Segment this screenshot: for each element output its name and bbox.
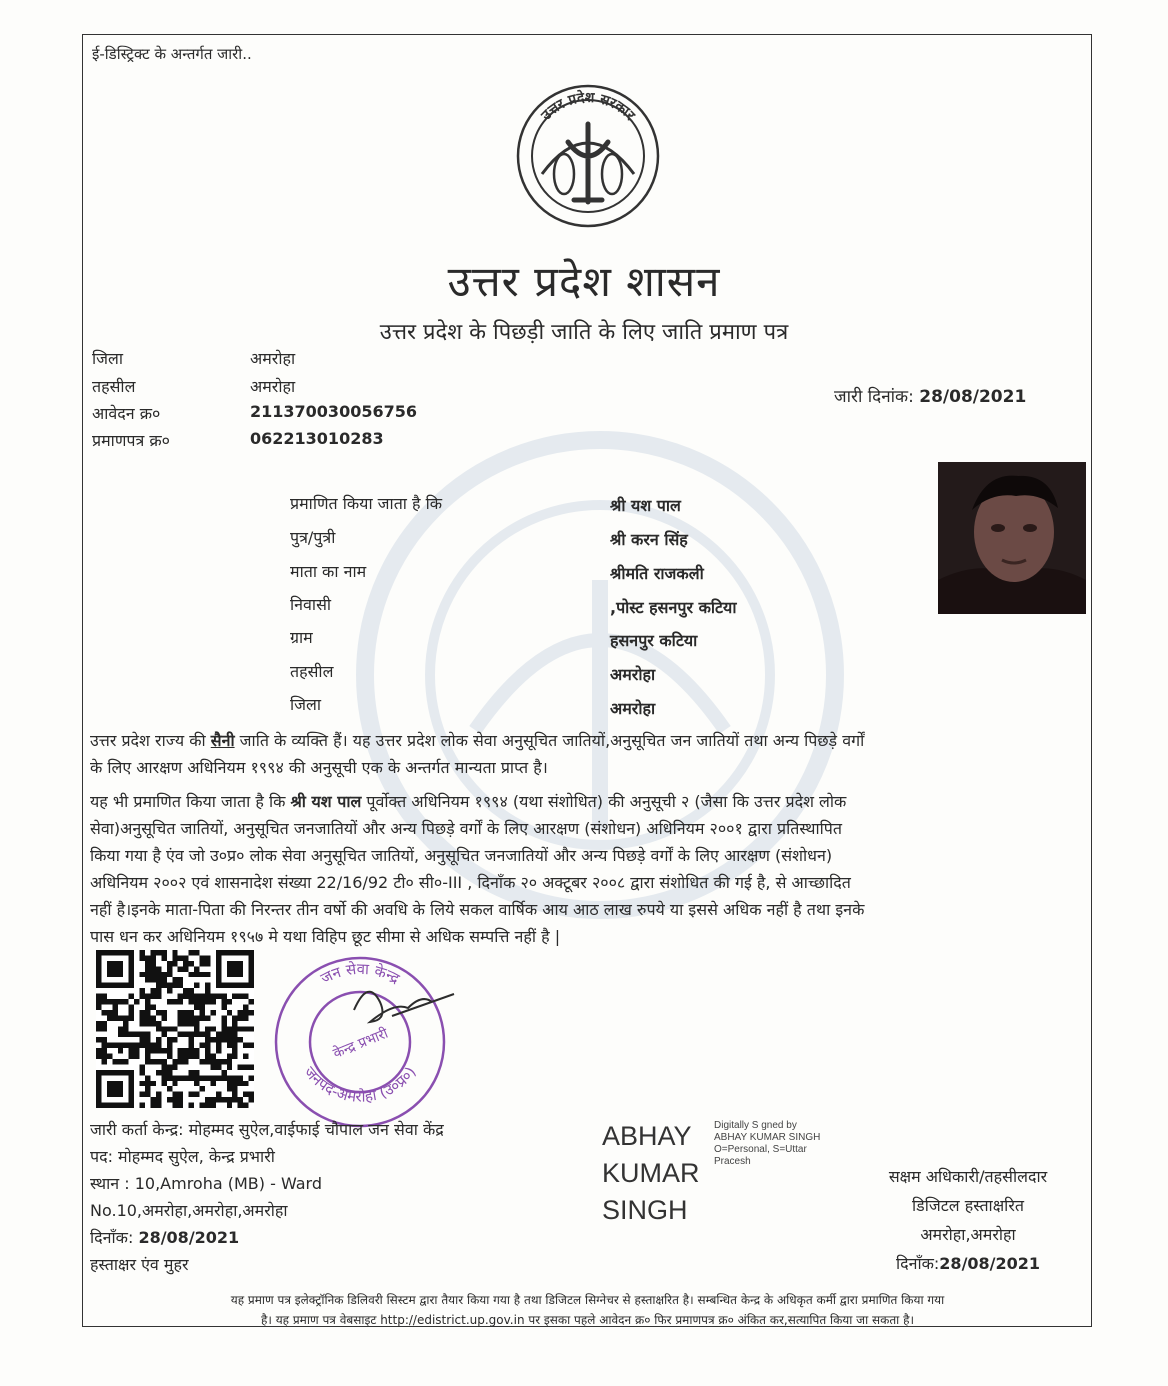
issuing-center-info <box>90 1116 444 1278</box>
district-label: जिला <box>92 349 124 368</box>
center-incharge-seal <box>272 950 457 1130</box>
application-label: आवेदन क्र० <box>92 404 161 423</box>
certified-person-name: श्री यश पाल <box>290 792 362 811</box>
competent-authority <box>858 1162 1078 1278</box>
issuer-place-line-1: स्थान : 10,Amroha (MB) - Ward <box>90 1174 323 1193</box>
issue-date-value: 28/08/2021 <box>919 387 1027 407</box>
authority-date: दिनाँक:28/08/2021 <box>895 1254 1041 1273</box>
tehsil-value: अमरोहा <box>250 377 296 396</box>
detail-value-mother: श्रीमति राजकली <box>610 564 704 583</box>
exclusion-line-4: अधिनियम २००२ एवं शासनादेश संख्या 22/16/92 टी० सी०-III , दिनाँक २० अक्टूबर २००८ द्वारा संशोधित की गई है, से आच्छादित <box>90 873 851 892</box>
svg-text:उत्तर प्रदेश सरकार: उत्तर प्रदेश सरकार <box>538 89 638 124</box>
certificate-label: प्रमाणपत्र क्र० <box>92 431 170 450</box>
issuer-place-line-2: No.10,अमरोहा,अमरोहा,अमरोहा <box>90 1201 288 1220</box>
detail-value-father: श्री करन सिंह <box>610 530 688 549</box>
caste-statement <box>90 727 1080 781</box>
caste-statement-line-2: के लिए आरक्षण अधिनियम १९९४ की अनुसूची एक के अन्तर्गत मान्यता प्राप्त है। <box>90 758 548 777</box>
issuing-center: जारी कर्ता केन्द्र: मोहम्मद सुऐल,वाईफाई चौपाल जन सेवा केंद्र <box>90 1120 444 1139</box>
exclusion-statement <box>90 788 1080 950</box>
exclusion-line-5: नहीं है।इनके माता-पिता की निरन्तर तीन वर्षो की अवधि के लिये सकल वार्षिक आय आठ लाख रुपये या इससे अधिक नहीं है तथा इनके <box>90 900 865 919</box>
digital-signature-note: Digitally S gned by ABHAY KUMAR SINGH O=Personal, S=Uttar Pracesh <box>714 1120 821 1167</box>
detail-label-mother: माता का नाम <box>290 562 367 581</box>
svg-text:केन्द्र प्रभारी: केन्द्र प्रभारी <box>330 1025 391 1063</box>
caste-statement-line-1: उत्तर प्रदेश राज्य की सैनी जाति के व्यक्ति हैं। यह उत्तर प्रदेश लोक सेवा अनुसूचित जातियों,अनुसूचित जन जातियों तथा अन्य पिछड़े वर्गों <box>90 731 865 750</box>
detail-label-resident: निवासी <box>290 595 332 614</box>
detail-value-resident: ,पोस्ट हसनपुर कटिया <box>610 598 737 617</box>
application-number: 211370030056756 <box>250 402 417 421</box>
verification-qr-code <box>96 950 254 1108</box>
issuer-post: पद: मोहम्मद सुऐल, केन्द्र प्रभारी <box>90 1147 275 1166</box>
authority-place: अमरोहा,अमरोहा <box>920 1225 1016 1244</box>
applicant-photo <box>938 462 1086 614</box>
detail-label-father: पुत्र/पुत्री <box>290 528 336 547</box>
detail-value-village: हसनपुर कटिया <box>610 631 698 650</box>
detail-label-district: जिला <box>290 695 322 714</box>
page-title: उत्तर प्रदेश शासन <box>447 257 721 306</box>
issuer-date: दिनाँक: 28/08/2021 <box>90 1228 240 1247</box>
detail-label-village: ग्राम <box>290 628 313 647</box>
detail-value-tehsil: अमरोहा <box>610 665 656 684</box>
certificate-number: 062213010283 <box>250 429 384 448</box>
caste-name: सैनी <box>210 731 235 750</box>
exclusion-line-3: किया गया है एंव जो उ०प्र० लोक सेवा अनुसूचित जातियों, अनुसूचित जनजातियों और अन्य पिछड़े वर्गों के लिए आरक्षण (संशोधन) <box>90 846 833 865</box>
detail-label-tehsil: तहसील <box>290 662 334 681</box>
exclusion-line-6: पास धन कर अधिनियम १९५७ मे यथा विहिप छूट सीमा से अधिक सम्पत्ति नहीं है | <box>90 927 561 946</box>
exclusion-line-2: सेवा)अनुसूचित जातियों, अनुसूचित जनजातियों और अन्य पिछड़े वर्गों के लिए आरक्षण (संशोधन) अधिनियम २००१ द्वारा प्रतिस्थापित <box>90 819 843 838</box>
tehsil-label: तहसील <box>92 377 136 396</box>
up-government-emblem-icon <box>512 82 664 230</box>
authority-title: सक्षम अधिकारी/तहसीलदार <box>888 1167 1048 1186</box>
issue-date <box>834 384 1026 407</box>
issue-date-label: जारी दिनांक: <box>834 387 914 407</box>
detail-label-certify: प्रमाणित किया जाता है कि <box>290 494 443 513</box>
digital-signer-name: ABHAY KUMAR SINGH <box>602 1121 700 1225</box>
detail-value-district: अमरोहा <box>610 699 656 718</box>
district-value: अमरोहा <box>250 349 296 368</box>
svg-text:जन सेवा केन्द्र: जन सेवा केन्द्र <box>317 959 403 988</box>
exclusion-line-1: यह भी प्रमाणित किया जाता है कि श्री यश पाल पूर्वोक्त अधिनियम १९९४ (यथा संशोधित) की अनुसूची २ (जैसा कि उत्तर प्रदेश लोक <box>90 792 847 811</box>
certificate-subtitle: उत्तर प्रदेश के पिछड़ी जाति के लिए जाति प्रमाण पत्र <box>379 320 789 345</box>
verification-note: यह प्रमाण पत्र इलेक्ट्रॉनिक डिलिवरी सिस्टम द्वारा तैयार किया गया है तथा डिजिटल सिग्नेचर से हस्ताक्षरित है। सम्बन्धित केन्द्र के अधिकृत कर्मी द्वारा प्रमाणित किया गया है। यह प्रमाण पत्र वेबसाइट http://edistrict.up.gov.in पर इसका पहले आवेदन क्र० फिर प्रमाणपत्र क्र० अंकित कर,सत्यापित किया जा सकता है। <box>230 1293 945 1327</box>
signature-and-seal-label: हस्ताक्षर एंव मुहर <box>90 1255 189 1274</box>
authority-signed: डिजिटल हस्ताक्षरित <box>912 1196 1024 1215</box>
detail-value-name: श्री यश पाल <box>610 496 681 515</box>
svg-text:जनपद-अमरोहा (उ०प्र०): जनपद-अमरोहा (उ०प्र०) <box>300 1063 420 1106</box>
edistrict-note: ई-डिस्ट्रिक्ट के अन्तर्गत जारी.. <box>92 45 252 63</box>
